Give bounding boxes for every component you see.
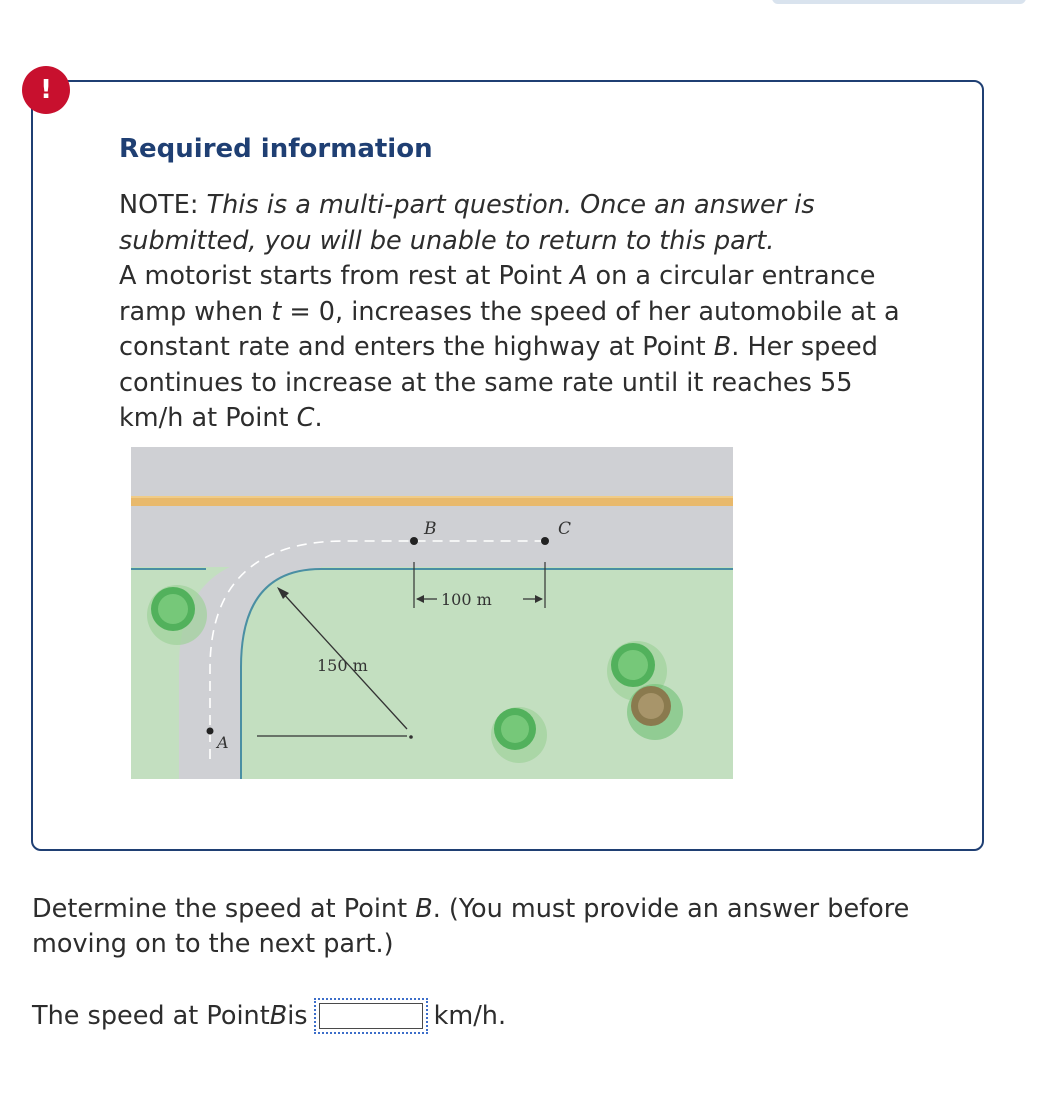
problem-text: A motorist starts from rest at Point: [119, 261, 570, 291]
point-b-marker: [410, 537, 418, 545]
answer-unit: km/h.: [433, 1001, 507, 1031]
radius-label: 150 m: [317, 656, 368, 675]
problem-text: .: [314, 403, 323, 433]
problem-text: = 0, increases the speed of her automobile at a constant rate and enters the highway at Point: [119, 296, 900, 362]
problem-text: on a circular entrance ramp when: [119, 261, 876, 327]
answer-point: B: [269, 1001, 288, 1031]
question-part: . (You must provide an answer before moving on to the next part.): [32, 894, 910, 959]
center-point: [409, 735, 413, 739]
answer-prefix: The speed at Point: [32, 1001, 270, 1031]
answer-is: is: [287, 1001, 308, 1031]
required-information-panel: [31, 80, 984, 851]
point-a-ref: A: [569, 261, 588, 291]
tree-middle: [491, 707, 547, 763]
top-tab: [772, 0, 1026, 4]
time-variable: t: [271, 296, 282, 327]
problem-text: . Her speed continues to increase at the same rate until it reaches 55 km/h at Point: [119, 332, 878, 433]
point-c-ref: C: [296, 403, 315, 433]
exclamation-icon: [22, 66, 70, 114]
ramp-diagram: [131, 447, 733, 779]
panel-title: Required information: [119, 134, 433, 164]
point-a-marker: [207, 728, 214, 735]
tree-right-brown: [627, 684, 683, 740]
problem-statement: [119, 188, 919, 437]
question-part: Determine the speed at Point: [32, 894, 416, 924]
distance-label: 100 m: [441, 590, 492, 609]
point-b-ref: B: [713, 332, 732, 362]
speed-input[interactable]: [319, 1003, 423, 1029]
note-paragraph: [119, 188, 919, 259]
note-label: NOTE:: [119, 190, 199, 220]
question-text: [32, 892, 1012, 962]
label-b: B: [424, 519, 437, 539]
point-c-marker: [541, 537, 549, 545]
alert-symbol: !: [40, 75, 52, 105]
problem-paragraph: [119, 259, 919, 437]
tree-left: [147, 585, 207, 645]
highway: [131, 447, 733, 567]
question-point: B: [415, 894, 433, 924]
label-c: C: [558, 519, 572, 539]
answer-row: [32, 995, 506, 1037]
median-line: [131, 496, 733, 498]
answer-input-wrapper: [314, 998, 428, 1034]
label-a: A: [217, 733, 229, 752]
note-text: This is a multi-part question. Once an answer is submitted, you will be unable to return to this part.: [119, 190, 815, 256]
highway-median: [131, 497, 733, 506]
